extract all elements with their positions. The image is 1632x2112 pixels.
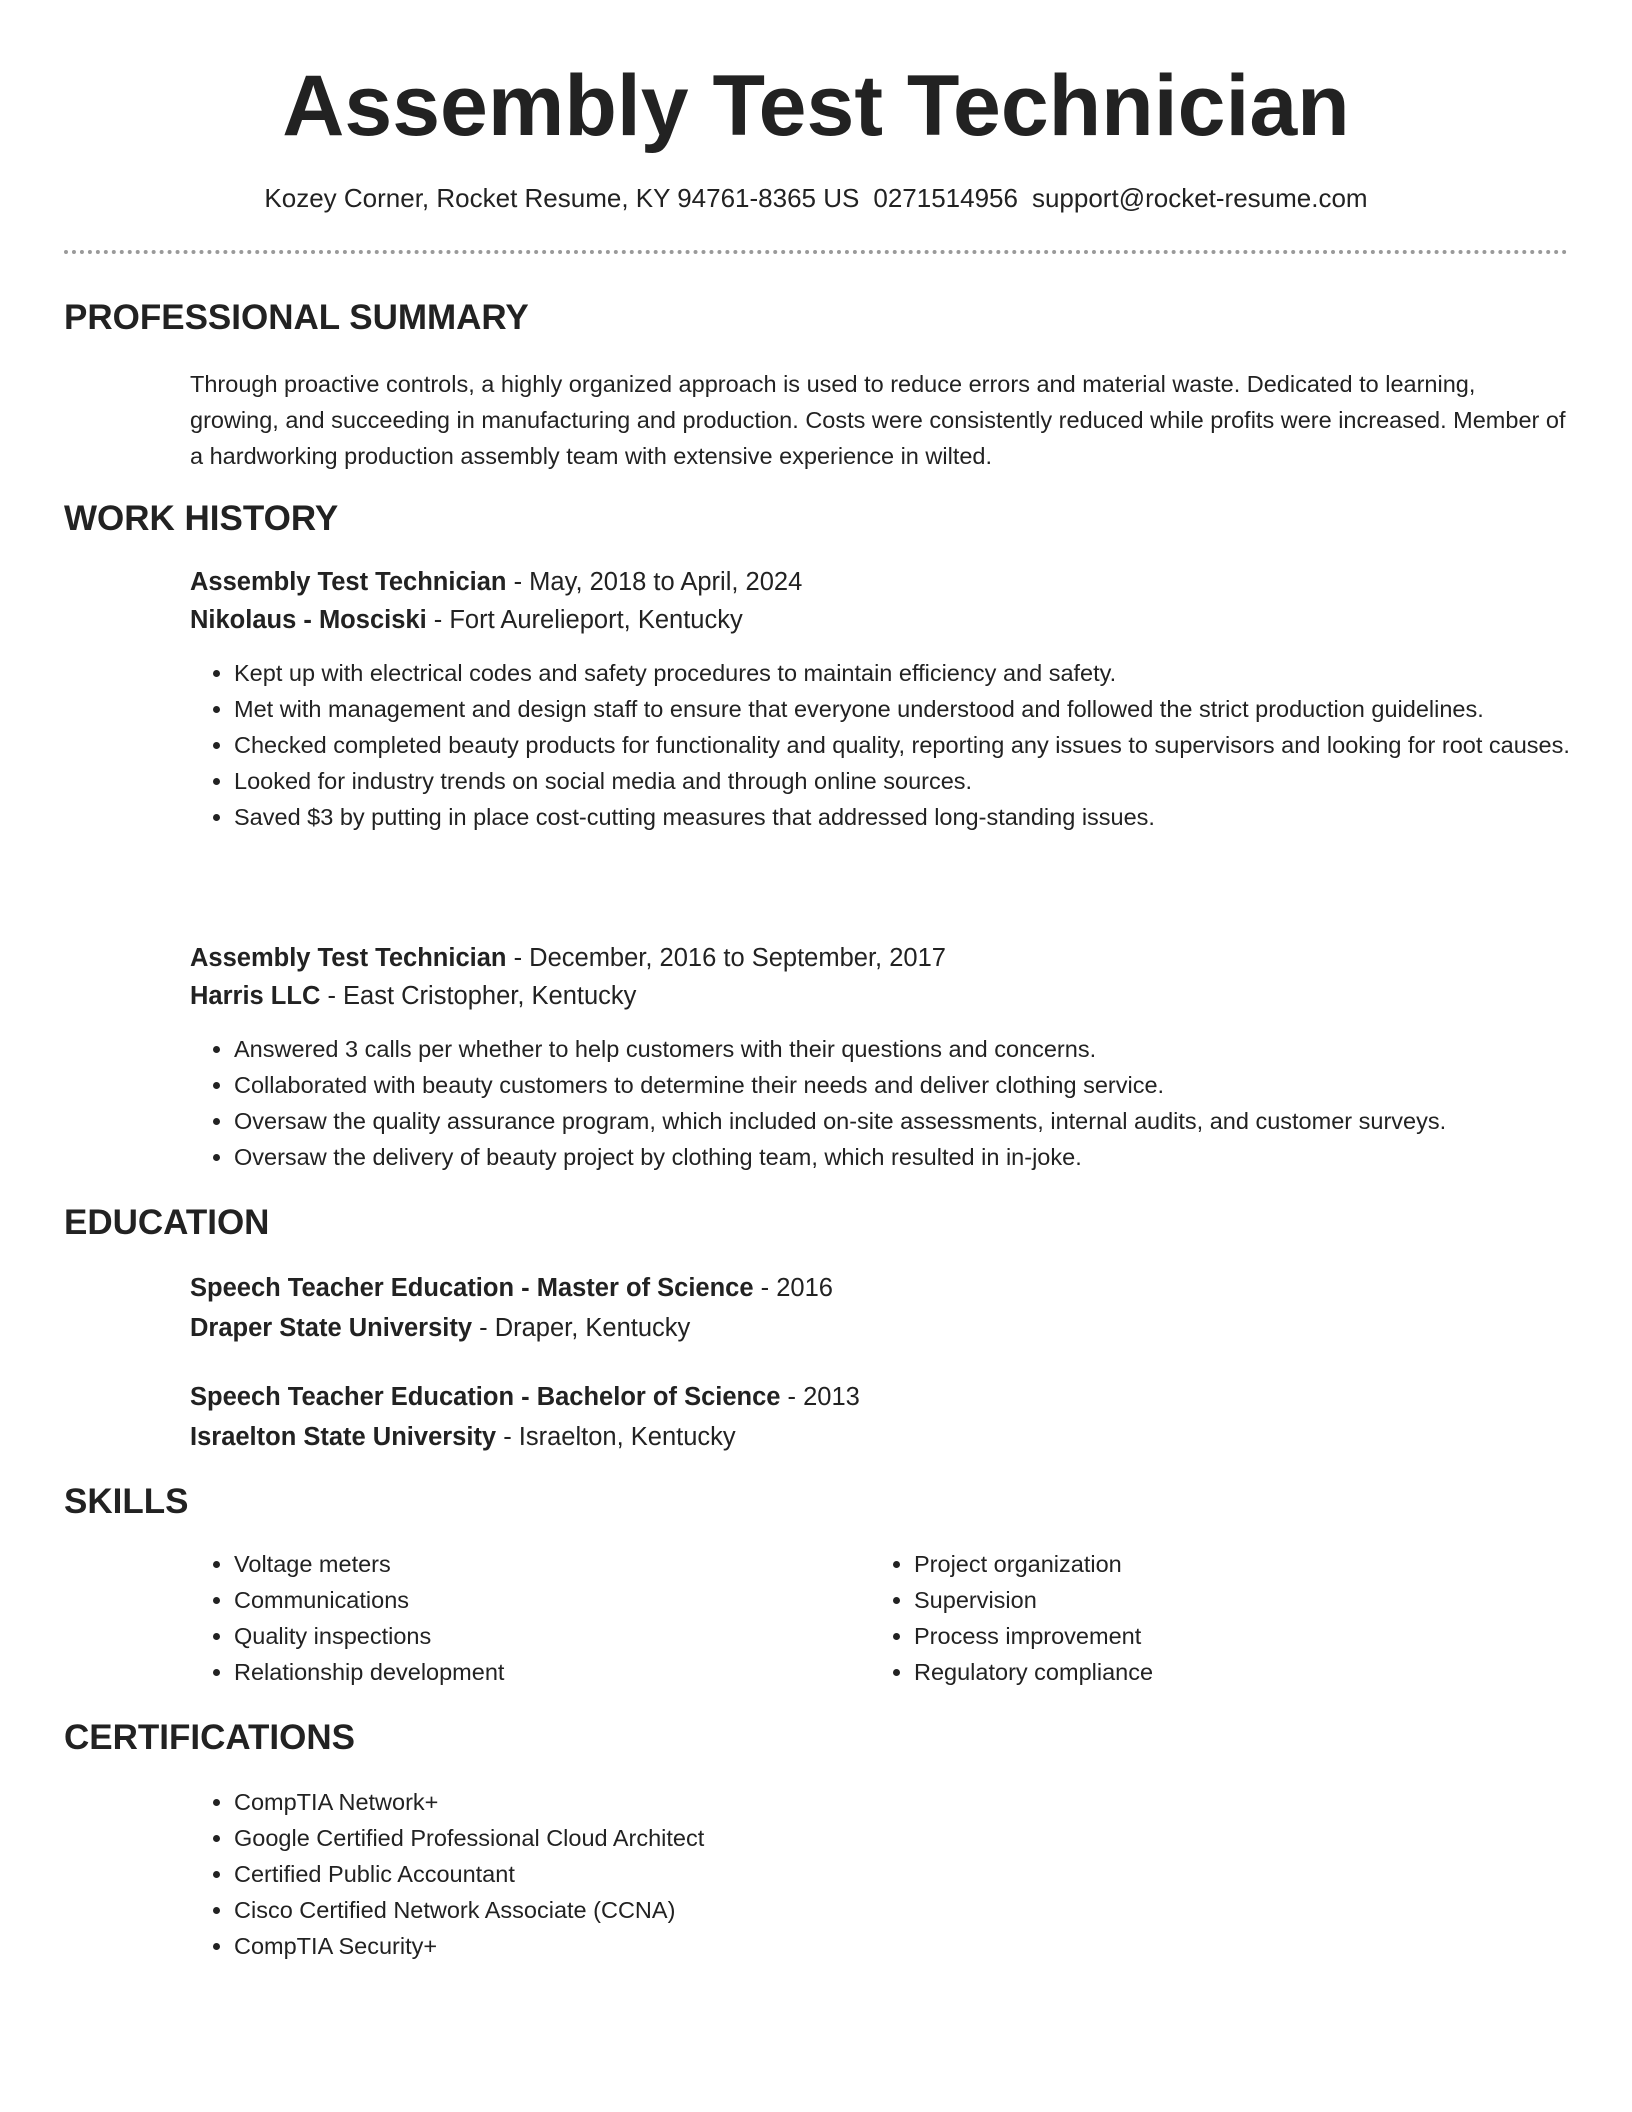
list-item: • Oversaw the quality assurance program, which included on-site assessments, internal audits, and customer surveys. (234, 1103, 1570, 1139)
job-title-line (190, 563, 1570, 601)
list-item: • Oversaw the delivery of beauty project by clothing team, which resulted in in-joke. (234, 1139, 1570, 1175)
job-company: Harris LLC (190, 982, 321, 1010)
list-item: • CompTIA Security+ (234, 1928, 1570, 1964)
job-company-line (190, 977, 1570, 1015)
education-heading: EDUCATION (64, 1203, 270, 1242)
job-bullets (190, 655, 1570, 835)
list-item: • Collaborated with beauty customers to determine their needs and deliver clothing service. (234, 1067, 1570, 1103)
job-role: Assembly Test Technician (190, 944, 507, 972)
degree-year: - 2016 (753, 1274, 833, 1302)
school: Draper State University (190, 1314, 473, 1342)
degree: Speech Teacher Education - Master of Science (190, 1274, 754, 1302)
list-item: • Kept up with electrical codes and safety procedures to maintain efficiency and safety. (234, 655, 1570, 691)
candidate-name: Assembly Test Technician (282, 58, 1350, 154)
degree-line (190, 1269, 1570, 1307)
job-company: Nikolaus - Mosciski (190, 606, 427, 634)
school: Israelton State University (190, 1423, 497, 1451)
job-role: Assembly Test Technician (190, 568, 507, 596)
contact-address: Kozey Corner, Rocket Resume, KY 94761-8365 US (264, 183, 860, 213)
list-item: • Google Certified Professional Cloud Architect (234, 1820, 1570, 1856)
job-bullets (190, 1031, 1570, 1175)
skills-column-right (870, 1546, 1470, 1690)
skills-heading: SKILLS (64, 1482, 189, 1521)
summary-heading: PROFESSIONAL SUMMARY (64, 298, 529, 337)
list-item: • Saved $3 by putting in place cost-cutting measures that addressed long-standing issues. (234, 799, 1570, 835)
list-item: • Regulatory compliance (914, 1654, 1470, 1690)
work-history-heading: WORK HISTORY (64, 499, 339, 538)
contact-line (64, 178, 1568, 218)
list-item: • Looked for industry trends on social media and through online sources. (234, 763, 1570, 799)
school-location: - Draper, Kentucky (472, 1314, 691, 1342)
list-item: • Project organization (914, 1546, 1470, 1582)
list-item: • Certified Public Accountant (234, 1856, 1570, 1892)
list-item: • Met with management and design staff to ensure that everyone understood and followed the strict production guidelines. (234, 691, 1570, 727)
job-dates: - May, 2018 to April, 2024 (506, 568, 803, 596)
list-item: • CompTIA Network+ (234, 1784, 1570, 1820)
certifications-heading: CERTIFICATIONS (64, 1718, 356, 1757)
contact-phone: 0271514956 (873, 183, 1018, 213)
list-item: • Process improvement (914, 1618, 1470, 1654)
school-location: - Israelton, Kentucky (496, 1423, 736, 1451)
list-item: • Answered 3 calls per whether to help customers with their questions and concerns. (234, 1031, 1570, 1067)
job-company-line (190, 601, 1570, 639)
school-line (190, 1309, 1570, 1347)
skills-column-left (190, 1546, 790, 1690)
list-item: • Quality inspections (234, 1618, 790, 1654)
list-item: • Checked completed beauty products for functionality and quality, reporting any issues to supervisors and looking for root causes. (234, 727, 1570, 763)
list-item: • Communications (234, 1582, 790, 1618)
job-title-line (190, 939, 1570, 977)
list-item: • Relationship development (234, 1654, 790, 1690)
job-location: - Fort Aurelieport, Kentucky (426, 606, 743, 634)
certifications-list (190, 1784, 1570, 1964)
degree-year: - 2013 (780, 1383, 860, 1411)
job-entry (190, 939, 1570, 1015)
contact-email: support@rocket-resume.com (1031, 183, 1368, 213)
list-item: • Supervision (914, 1582, 1470, 1618)
education-entry (190, 1378, 1570, 1456)
list-item: • Cisco Certified Network Associate (CCNA) (234, 1892, 1570, 1928)
degree-line (190, 1378, 1570, 1416)
degree: Speech Teacher Education - Bachelor of Science (190, 1383, 781, 1411)
education-entry (190, 1269, 1570, 1347)
job-dates: - December, 2016 to September, 2017 (506, 944, 946, 972)
summary-text: Through proactive controls, a highly organized approach is used to reduce errors and material waste. Dedicated to learning, growing, and succeeding in manufacturing and production. Costs were consistently reduced while profits were increased. Member of a hardworking production assembly team with extensive experience in wilted. (190, 371, 1566, 469)
list-item: • Voltage meters (234, 1546, 790, 1582)
job-entry (190, 563, 1570, 639)
header-divider (64, 250, 1568, 254)
school-line (190, 1418, 1570, 1456)
job-location: - East Cristopher, Kentucky (320, 982, 637, 1010)
